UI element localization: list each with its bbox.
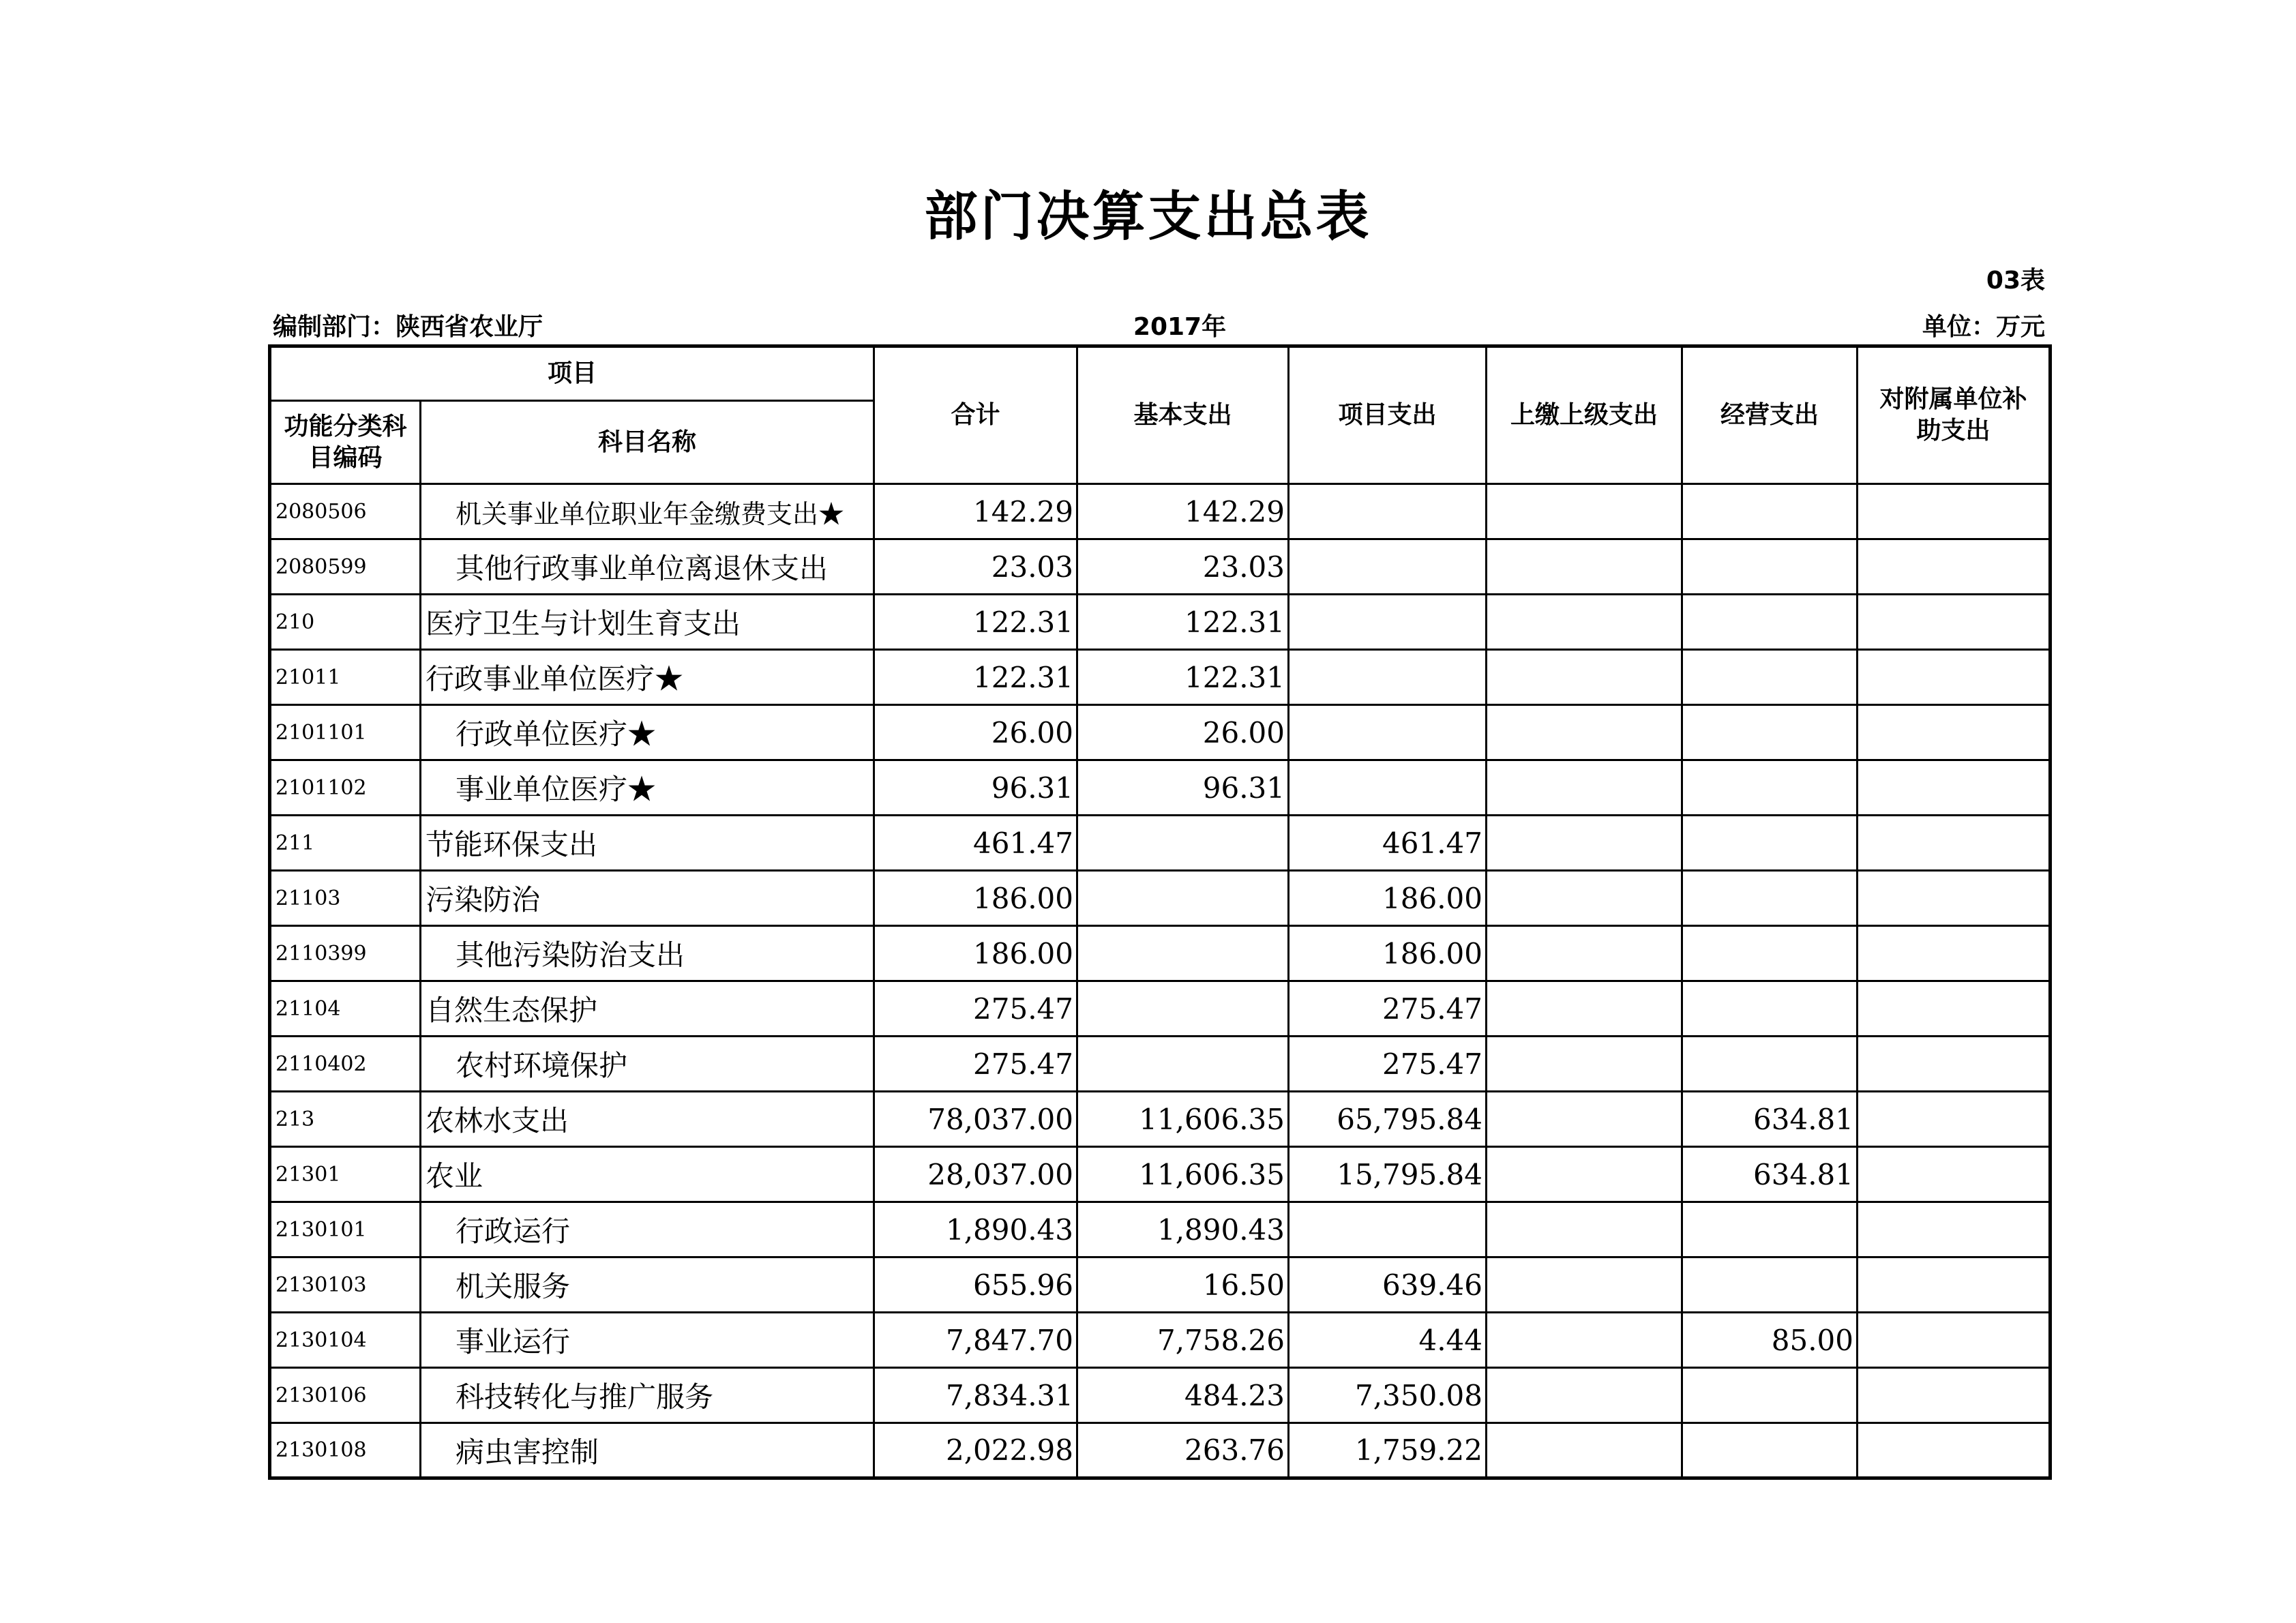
- cell-subsidy: [1858, 1202, 2051, 1257]
- header-project: 项目支出: [1289, 346, 1487, 484]
- cell-business: [1682, 760, 1858, 816]
- cell-total: 28,037.00: [874, 1147, 1077, 1202]
- cell-project: [1289, 650, 1487, 705]
- cell-total: 122.31: [874, 595, 1077, 650]
- cell-basic: 263.76: [1077, 1423, 1289, 1478]
- cell-name: 医疗卫生与计划生育支出: [421, 595, 874, 650]
- cell-upper: [1487, 760, 1682, 816]
- table-row: [270, 816, 2051, 871]
- cell-basic: 484.23: [1077, 1368, 1289, 1423]
- cell-business: [1682, 1037, 1858, 1092]
- header-business: 经营支出: [1682, 346, 1858, 484]
- table-row: [270, 1202, 2051, 1257]
- cell-project: [1289, 484, 1487, 539]
- header-item: 项目: [270, 346, 874, 401]
- cell-name: 行政运行: [421, 1202, 874, 1257]
- table-row: [270, 1147, 2051, 1202]
- cell-business: [1682, 1423, 1858, 1478]
- cell-project: 275.47: [1289, 1037, 1487, 1092]
- cell-subsidy: [1858, 1037, 2051, 1092]
- cell-project: 4.44: [1289, 1313, 1487, 1368]
- cell-name: 科技转化与推广服务: [421, 1368, 874, 1423]
- cell-total: 655.96: [874, 1257, 1077, 1313]
- cell-code: 21011: [270, 650, 421, 705]
- cell-business: [1682, 484, 1858, 539]
- cell-project: 186.00: [1289, 871, 1487, 926]
- cell-business: 634.81: [1682, 1147, 1858, 1202]
- cell-upper: [1487, 1092, 1682, 1147]
- cell-upper: [1487, 484, 1682, 539]
- table-row: [270, 760, 2051, 816]
- cell-basic: 11,606.35: [1077, 1147, 1289, 1202]
- cell-project: 1,759.22: [1289, 1423, 1487, 1478]
- cell-upper: [1487, 539, 1682, 595]
- unit-label: 单位：万元: [1922, 313, 2045, 341]
- cell-subsidy: [1858, 705, 2051, 760]
- cell-total: 275.47: [874, 981, 1077, 1037]
- cell-name: 污染防治: [421, 871, 874, 926]
- cell-name: 其他污染防治支出: [421, 926, 874, 981]
- cell-code: 21104: [270, 981, 421, 1037]
- cell-basic: 122.31: [1077, 650, 1289, 705]
- header-name: 科目名称: [421, 401, 874, 484]
- cell-name: 机关服务: [421, 1257, 874, 1313]
- cell-basic: [1077, 871, 1289, 926]
- cell-code: 2110399: [270, 926, 421, 981]
- table-row: [270, 1368, 2051, 1423]
- cell-subsidy: [1858, 1423, 2051, 1478]
- header-total: 合计: [874, 346, 1077, 484]
- cell-code: 2130104: [270, 1313, 421, 1368]
- cell-subsidy: [1858, 926, 2051, 981]
- cell-basic: 26.00: [1077, 705, 1289, 760]
- cell-subsidy: [1858, 484, 2051, 539]
- cell-subsidy: [1858, 595, 2051, 650]
- cell-subsidy: [1858, 539, 2051, 595]
- cell-name: 行政单位医疗★: [421, 705, 874, 760]
- cell-total: 78,037.00: [874, 1092, 1077, 1147]
- table-row: [270, 539, 2051, 595]
- header-upper: 上缴上级支出: [1487, 346, 1682, 484]
- cell-project: 15,795.84: [1289, 1147, 1487, 1202]
- cell-basic: 11,606.35: [1077, 1092, 1289, 1147]
- cell-name: 农业: [421, 1147, 874, 1202]
- table-row: [270, 705, 2051, 760]
- cell-name: 自然生态保护: [421, 981, 874, 1037]
- page-title: 部门决算支出总表: [924, 186, 1372, 248]
- cell-project: 275.47: [1289, 981, 1487, 1037]
- cell-basic: 142.29: [1077, 484, 1289, 539]
- cell-business: [1682, 871, 1858, 926]
- cell-basic: [1077, 926, 1289, 981]
- cell-code: 21301: [270, 1147, 421, 1202]
- cell-upper: [1487, 1147, 1682, 1202]
- cell-basic: [1077, 816, 1289, 871]
- cell-subsidy: [1858, 1092, 2051, 1147]
- cell-name: 农村环境保护: [421, 1037, 874, 1092]
- table-row: [270, 1092, 2051, 1147]
- table-row: [270, 926, 2051, 981]
- cell-total: 23.03: [874, 539, 1077, 595]
- cell-upper: [1487, 926, 1682, 981]
- cell-subsidy: [1858, 1368, 2051, 1423]
- cell-business: [1682, 705, 1858, 760]
- cell-subsidy: [1858, 871, 2051, 926]
- cell-subsidy: [1858, 1147, 2051, 1202]
- table-row: [270, 595, 2051, 650]
- cell-business: [1682, 1202, 1858, 1257]
- cell-business: [1682, 926, 1858, 981]
- cell-basic: [1077, 981, 1289, 1037]
- cell-business: [1682, 650, 1858, 705]
- cell-name: 其他行政事业单位离退休支出: [421, 539, 874, 595]
- cell-subsidy: [1858, 981, 2051, 1037]
- table-row: [270, 871, 2051, 926]
- header-subsidy: 对附属单位补助支出: [1858, 346, 2051, 484]
- cell-code: 210: [270, 595, 421, 650]
- cell-total: 96.31: [874, 760, 1077, 816]
- cell-total: 7,847.70: [874, 1313, 1077, 1368]
- cell-subsidy: [1858, 760, 2051, 816]
- cell-subsidy: [1858, 650, 2051, 705]
- cell-total: 142.29: [874, 484, 1077, 539]
- cell-code: 21103: [270, 871, 421, 926]
- cell-basic: 23.03: [1077, 539, 1289, 595]
- cell-upper: [1487, 1257, 1682, 1313]
- cell-name: 事业运行: [421, 1313, 874, 1368]
- cell-name: 节能环保支出: [421, 816, 874, 871]
- header-code: 功能分类科目编码: [270, 401, 421, 484]
- cell-project: [1289, 760, 1487, 816]
- cell-total: 461.47: [874, 816, 1077, 871]
- cell-upper: [1487, 981, 1682, 1037]
- organization-label: 编制部门：陕西省农业厅: [273, 313, 543, 341]
- cell-business: 85.00: [1682, 1313, 1858, 1368]
- cell-code: 2130101: [270, 1202, 421, 1257]
- cell-code: 211: [270, 816, 421, 871]
- cell-project: 639.46: [1289, 1257, 1487, 1313]
- cell-business: [1682, 981, 1858, 1037]
- table-number: 03表: [1986, 267, 2045, 295]
- cell-name: 机关事业单位职业年金缴费支出★: [421, 484, 874, 539]
- cell-code: 2080506: [270, 484, 421, 539]
- cell-basic: 7,758.26: [1077, 1313, 1289, 1368]
- cell-project: 65,795.84: [1289, 1092, 1487, 1147]
- cell-project: 186.00: [1289, 926, 1487, 981]
- table-row: [270, 1037, 2051, 1092]
- cell-project: 7,350.08: [1289, 1368, 1487, 1423]
- cell-code: 2130106: [270, 1368, 421, 1423]
- cell-basic: 16.50: [1077, 1257, 1289, 1313]
- cell-code: 2101102: [270, 760, 421, 816]
- cell-code: 2101101: [270, 705, 421, 760]
- cell-upper: [1487, 816, 1682, 871]
- table-row: [270, 981, 2051, 1037]
- cell-project: [1289, 595, 1487, 650]
- cell-subsidy: [1858, 1257, 2051, 1313]
- table-row: [270, 1313, 2051, 1368]
- cell-business: [1682, 1368, 1858, 1423]
- cell-subsidy: [1858, 816, 2051, 871]
- cell-project: [1289, 1202, 1487, 1257]
- table-row: [270, 1257, 2051, 1313]
- cell-total: 275.47: [874, 1037, 1077, 1092]
- table-row: [270, 650, 2051, 705]
- cell-code: 213: [270, 1092, 421, 1147]
- cell-business: 634.81: [1682, 1092, 1858, 1147]
- cell-name: 病虫害控制: [421, 1423, 874, 1478]
- cell-code: 2080599: [270, 539, 421, 595]
- cell-upper: [1487, 650, 1682, 705]
- table-row: [270, 484, 2051, 539]
- cell-subsidy: [1858, 1313, 2051, 1368]
- cell-basic: 96.31: [1077, 760, 1289, 816]
- cell-upper: [1487, 1037, 1682, 1092]
- cell-upper: [1487, 595, 1682, 650]
- cell-business: [1682, 816, 1858, 871]
- year-label: 2017年: [1133, 313, 1227, 341]
- cell-name: 农林水支出: [421, 1092, 874, 1147]
- cell-total: 186.00: [874, 926, 1077, 981]
- cell-business: [1682, 539, 1858, 595]
- cell-code: 2130103: [270, 1257, 421, 1313]
- cell-total: 186.00: [874, 871, 1077, 926]
- cell-total: 2,022.98: [874, 1423, 1077, 1478]
- cell-name: 事业单位医疗★: [421, 760, 874, 816]
- cell-upper: [1487, 1313, 1682, 1368]
- cell-total: 122.31: [874, 650, 1077, 705]
- cell-business: [1682, 1257, 1858, 1313]
- cell-project: [1289, 539, 1487, 595]
- cell-project: 461.47: [1289, 816, 1487, 871]
- cell-upper: [1487, 871, 1682, 926]
- cell-name: 行政事业单位医疗★: [421, 650, 874, 705]
- cell-project: [1289, 705, 1487, 760]
- cell-code: 2110402: [270, 1037, 421, 1092]
- cell-total: 26.00: [874, 705, 1077, 760]
- cell-business: [1682, 595, 1858, 650]
- cell-basic: 1,890.43: [1077, 1202, 1289, 1257]
- table-row: [270, 1423, 2051, 1478]
- cell-basic: [1077, 1037, 1289, 1092]
- cell-upper: [1487, 705, 1682, 760]
- cell-upper: [1487, 1202, 1682, 1257]
- cell-code: 2130108: [270, 1423, 421, 1478]
- cell-total: 1,890.43: [874, 1202, 1077, 1257]
- cell-total: 7,834.31: [874, 1368, 1077, 1423]
- cell-upper: [1487, 1368, 1682, 1423]
- cell-basic: 122.31: [1077, 595, 1289, 650]
- cell-upper: [1487, 1423, 1682, 1478]
- expenditure-table: [268, 344, 2052, 1480]
- header-basic: 基本支出: [1077, 346, 1289, 484]
